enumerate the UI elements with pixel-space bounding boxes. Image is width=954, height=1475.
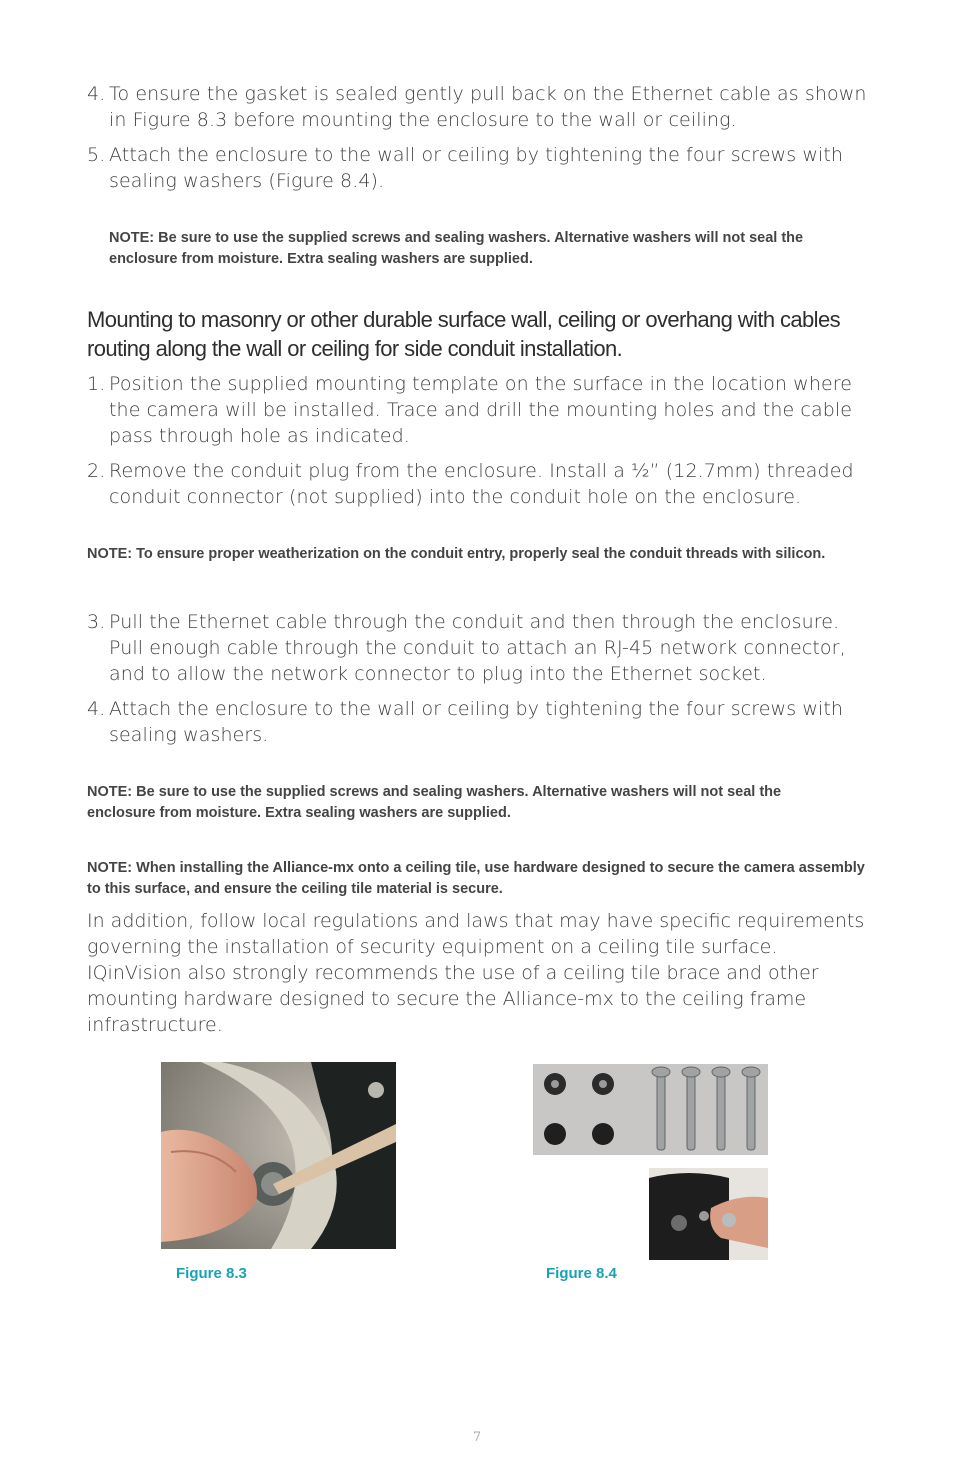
- figure-8-4-install-photo: [649, 1168, 768, 1260]
- ceiling-tile-paragraph: In addition, follow local regulations and laws that may have specific requirements governing the installation of security equipment on a ceiling tile surface. IQinVision also strongly recommends the use of a ceiling tile brace and other mounting hardware designed to secure the Alliance-mx to the ceiling frame infrastructure.: [87, 910, 865, 1036]
- step-text: Attach the enclosure to the wall or ceiling by tightening the four screws with sealing washers (Figure 8.4).: [109, 144, 844, 192]
- step-number: 3.: [87, 611, 106, 633]
- step-4-attach: [87, 696, 877, 748]
- figure-8-3-caption: Figure 8.3: [176, 1265, 247, 1282]
- step-5-attach: [87, 142, 877, 194]
- note-ceiling-tile: NOTE: When installing the Alliance-mx onto a ceiling tile, use hardware designed to secure the camera assembly to this surface, and ensure the ceiling tile material is secure.: [87, 860, 865, 897]
- step-number: 2.: [87, 460, 106, 482]
- note-sealing-washers: NOTE: Be sure to use the supplied screws and sealing washers. Alternative washers will not seal the enclosure from moisture. Extra sealing washers are supplied.: [109, 230, 804, 267]
- note-sealing-washers-2: NOTE: Be sure to use the supplied screws and sealing washers. Alternative washers will not seal the enclosure from moisture. Extra sealing washers are supplied.: [87, 784, 782, 821]
- section-heading: Mounting to masonry or other durable surface wall, ceiling or overhang with cables routing along the wall or ceiling for side conduit installation.: [87, 307, 840, 361]
- step-number: 5.: [87, 144, 106, 166]
- step-3-pull-cable: [87, 609, 877, 687]
- step-1-template: [87, 371, 877, 449]
- step-2-conduit: [87, 458, 877, 510]
- step-text: Attach the enclosure to the wall or ceiling by tightening the four screws with sealing washers.: [109, 698, 844, 746]
- step-text: Remove the conduit plug from the enclosure. Install a ½” (12.7mm) threaded conduit connector (not supplied) into the conduit hole on the enclosure.: [109, 460, 854, 508]
- note-conduit-silicon: NOTE: To ensure proper weatherization on the conduit entry, properly seal the conduit threads with silicon.: [87, 546, 826, 562]
- step-4-gasket: [87, 81, 877, 133]
- figure-8-3-photo: [161, 1062, 396, 1249]
- step-text: To ensure the gasket is sealed gently pull back on the Ethernet cable as shown in Figure 8.3 before mounting the enclosure to the wall or ceiling.: [109, 83, 867, 131]
- figure-8-4-screws-photo: [533, 1064, 768, 1155]
- page-number: 7: [472, 1430, 482, 1445]
- step-text: Position the supplied mounting template on the surface in the location where the camera will be installed. Trace and drill the mounting holes and the cable pass through hole as indicated.: [109, 373, 853, 447]
- step-number: 4.: [87, 698, 106, 720]
- step-number: 4.: [87, 83, 106, 105]
- step-number: 1.: [87, 373, 106, 395]
- figure-8-4-caption: Figure 8.4: [546, 1265, 617, 1282]
- step-text: Pull the Ethernet cable through the conduit and then through the enclosure. Pull enough cable through the conduit to attach an RJ-45 network connector, and to allow the network connector to plug into the Ethernet socket.: [109, 611, 846, 685]
